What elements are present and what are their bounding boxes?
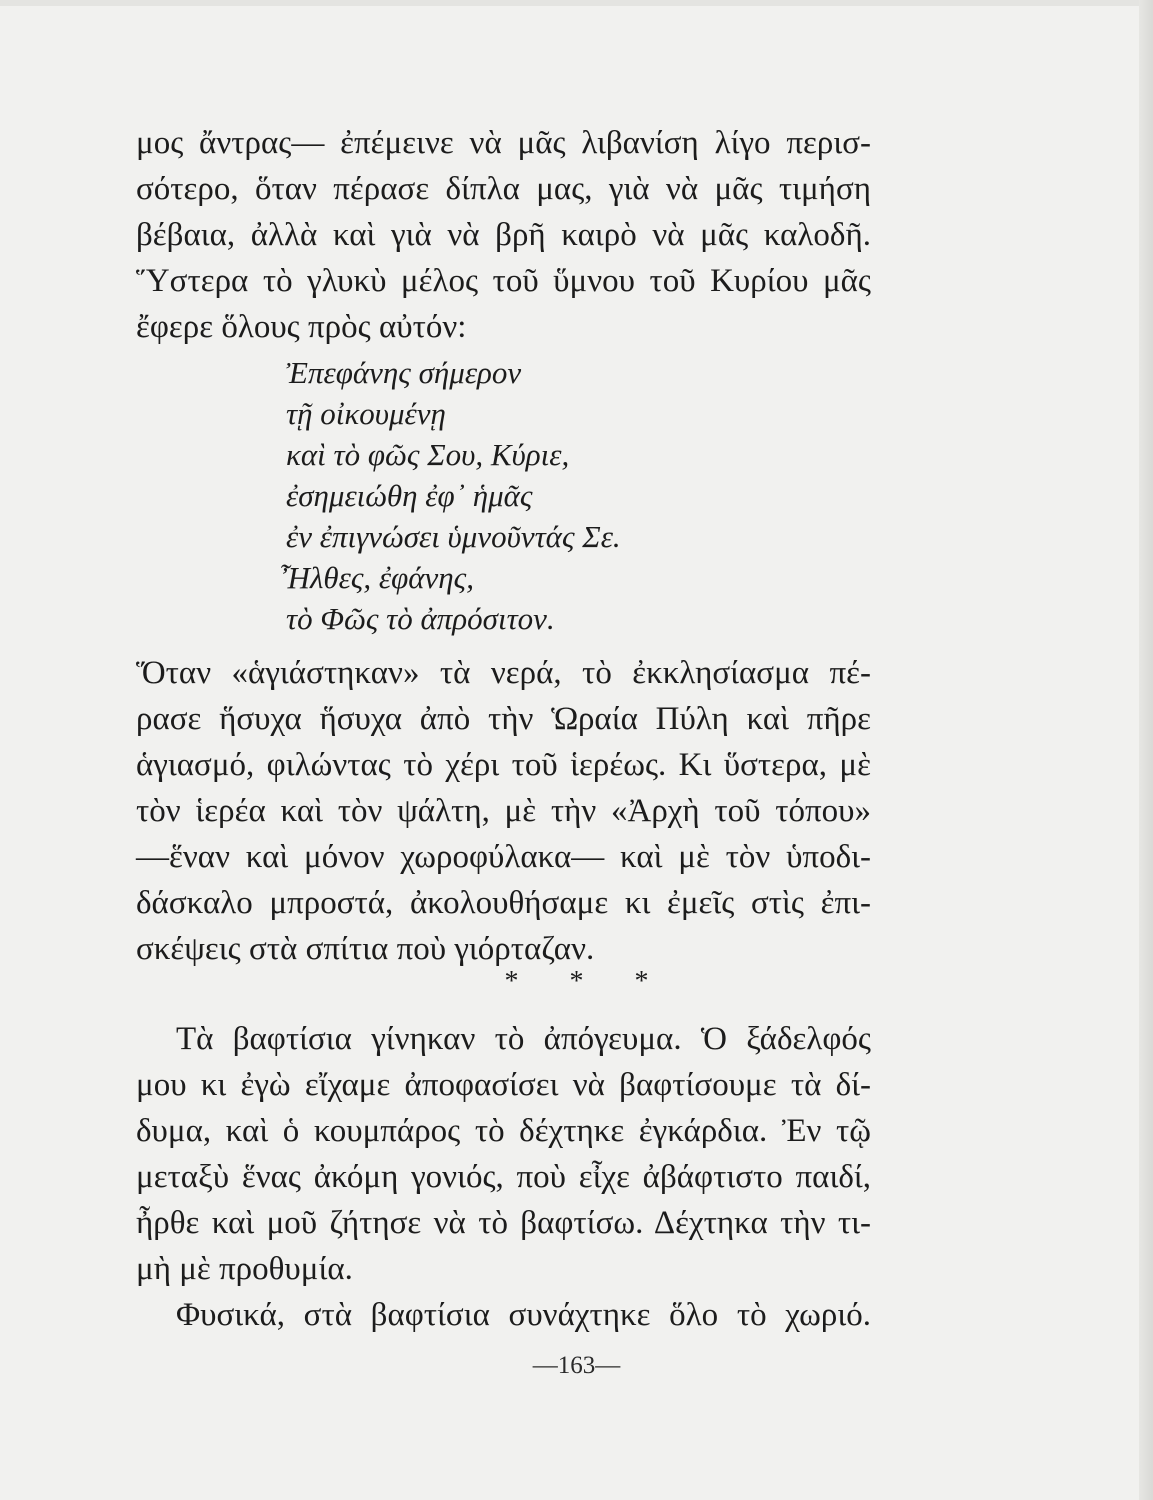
text-line: μου κι ἐγὼ εἴχαμε ἀποφασίσει νὰ βαφτίσουμε τὰ δί-	[136, 1067, 871, 1103]
text-line: ἔφερε ὅλους πρὸς αὐτόν:	[136, 309, 467, 345]
paragraph-4-line: Φυσικά, στὰ βαφτίσια συνάχτηκε ὅλο τὸ χωριό.	[176, 1297, 871, 1333]
hymn-line: ἐν ἐπιγνώσει ὑμνοῦντάς Σε.	[286, 519, 621, 554]
text-line: βέβαια, ἀλλὰ καὶ γιὰ νὰ βρῆ καιρὸ νὰ μᾶς καλοδῆ.	[136, 217, 871, 253]
hymn-line: τὸ Φῶς τὸ ἀπρόσιτον.	[286, 601, 555, 636]
text-line: ρασε ἥσυχα ἥσυχα ἀπὸ τὴν Ὡραία Πύλη καὶ πῆρε	[136, 701, 871, 737]
text-line: δάσκαλο μπροστά, ἀκολουθήσαμε κι ἐμεῖς στὶς ἐπι-	[136, 885, 871, 921]
text-line: σκέψεις στὰ σπίτια ποὺ γιόρταζαν.	[136, 931, 595, 967]
hymn-line: Ἐπεφάνης σήμερον	[286, 355, 522, 390]
page-top-edge	[0, 0, 1153, 6]
text-line: Ὕστερα τὸ γλυκὺ μέλος τοῦ ὕμνου τοῦ Κυρίου μᾶς	[136, 263, 871, 299]
text-line: Ὅταν «ἁγιάστηκαν» τὰ νερά, τὸ ἐκκλησίασμα πέ-	[136, 655, 871, 691]
paragraph-2	[136, 650, 871, 972]
paragraph-1	[136, 120, 871, 350]
text-line: ἁγιασμό, φιλώντας τὸ χέρι τοῦ ἱερέως. Κι ὕστερα, μὲ	[136, 747, 871, 783]
text-line: ἦρθε καὶ μοῦ ζήτησε νὰ τὸ βαφτίσω. Δέχτηκα τὴν τι-	[136, 1205, 871, 1241]
text-line: μεταξὺ ἕνας ἀκόμη γονιός, ποὺ εἶχε ἀβάφτιστο παιδί,	[136, 1159, 871, 1195]
text-line: τὸν ἱερέα καὶ τὸν ψάλτη, μὲ τὴν «Ἀρχὴ τοῦ τόπου»	[136, 793, 871, 829]
text-line: Τὰ βαφτίσια γίνηκαν τὸ ἀπόγευμα. Ὁ ξάδελφός	[176, 1021, 871, 1057]
hymn-line: Ἦλθες, ἐφάνης,	[280, 560, 475, 595]
text-line: δυμα, καὶ ὁ κουμπάρος τὸ δέχτηκε ἐγκάρδια. Ἐν τῷ	[136, 1113, 871, 1149]
section-separator: * * *	[504, 966, 671, 997]
text-line: μὴ μὲ προθυμία.	[136, 1251, 353, 1287]
text-line: μος ἄντρας— ἐπέμεινε νὰ μᾶς λιβανίση λίγο περισ-	[136, 125, 871, 161]
hymn-quote	[280, 352, 786, 639]
hymn-line: τῇ οἰκουμένῃ	[286, 396, 446, 431]
page-right-edge	[1139, 0, 1153, 1500]
hymn-line: ἐσημειώθη ἐφ᾽ ἡμᾶς	[286, 478, 533, 513]
text-line: σότερο, ὅταν πέρασε δίπλα μας, γιὰ νὰ μᾶς τιμήση	[136, 171, 871, 207]
hymn-line: καὶ τὸ φῶς Σου, Κύριε,	[286, 437, 570, 472]
page-number: —163—	[532, 1352, 621, 1379]
text-line: —ἕναν καὶ μόνον χωροφύλακα— καὶ μὲ τὸν ὑποδι-	[136, 839, 871, 875]
paragraph-3	[136, 1016, 871, 1338]
